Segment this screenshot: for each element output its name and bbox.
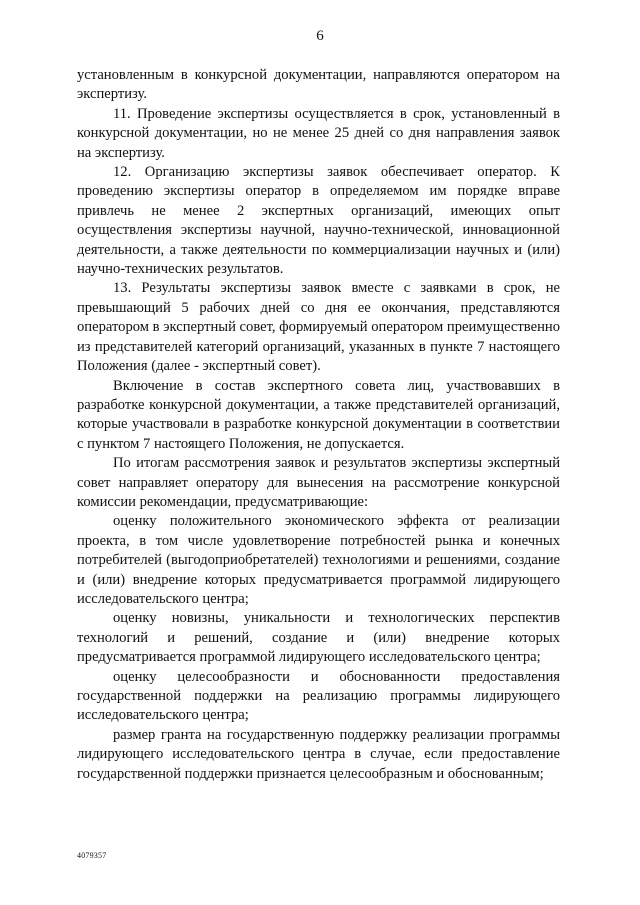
paragraph-recommendations-intro: По итогам рассмотрения заявок и результатов экспертизы экспертный совет направляет оператору для вынесения на рассмотрение конкурсной комиссии рекомендации, предусматривающие:	[77, 455, 560, 510]
paragraph-continuation: установленным в конкурсной документации, направляются оператором на экспертизу.	[77, 67, 560, 103]
paragraph-item-11: 11. Проведение экспертизы осуществляется в срок, установленный в конкурсной документации, но не менее 25 дней со дня направления заявок на экспертизу.	[77, 105, 560, 161]
paragraph-item-13: 13. Результаты экспертизы заявок вместе с заявками в срок, не превышающий 5 рабочих дней со дня ее окончания, представляются оператором в экспертный совет, формируемый оператором преимущественно из представителей категорий организаций, указанных в пункте 7 настоящего Положения (далее - экспертный совет).	[77, 280, 560, 375]
paragraph-economic-effect: оценку положительного экономического эффекта от реализации проекта, в том числе удовлетворение потребностей рынка и конечных потребителей (выгодоприобретателей) технологиями и решениями, создание и (или) внедрение которых предусматривается программой лидирующего исследовательского центра;	[77, 513, 560, 607]
page-number: 6	[316, 28, 324, 44]
paragraph-item-12: 12. Организацию экспертизы заявок обеспечивает оператор. К проведению экспертизы оператор в определяемом им порядке вправе привлечь не менее 2 экспертных организаций, имеющих опыт осуществления экспертизы научной, научно-технической, инновационной деятельности, а также деятельности по коммерциализации научных и (или) научно-технических результатов.	[77, 164, 560, 278]
document-body	[77, 66, 560, 784]
paragraph-grant-size: размер гранта на государственную поддержку реализации программы лидирующего исследовательского центра в случае, если предоставление государственной поддержки признается целесообразным и обоснованным;	[77, 726, 560, 782]
paragraph-novelty: оценку новизны, уникальности и технологических перспектив технологий и решений, создание и (или) внедрение которых предусматривается программой лидирующего исследовательского центра;	[77, 610, 560, 666]
paragraph-council-exclusion: Включение в состав экспертного совета лиц, участвовавших в разработке конкурсной документации, а также представителей организаций, которые участвовали в разработке конкурсной документации в соответствии с пунктом 7 настоящего Положения, не допускается.	[77, 377, 560, 452]
paragraph-feasibility: оценку целесообразности и обоснованности предоставления государственной поддержки на реализацию программы лидирующего исследовательского центра;	[77, 668, 560, 724]
document-id: 4079357	[77, 851, 107, 860]
